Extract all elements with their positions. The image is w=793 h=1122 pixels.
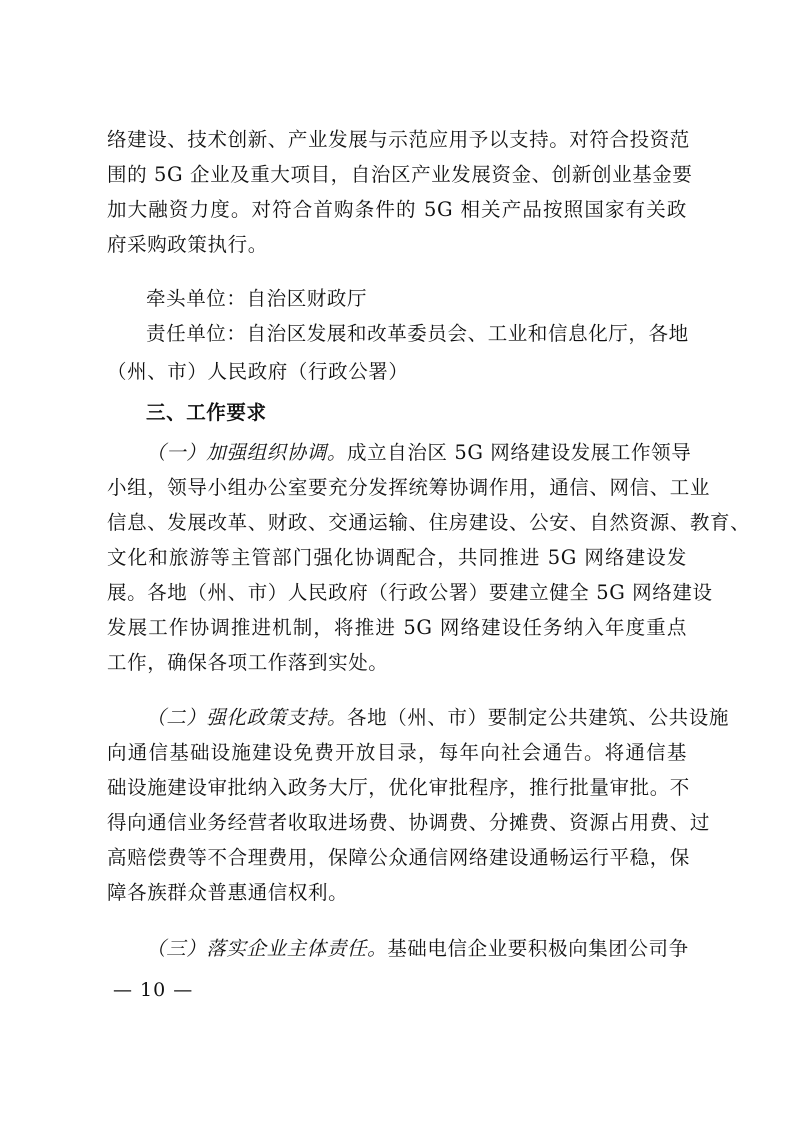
item-1-label: （一）加强组织协调。: [146, 441, 348, 464]
body-text-line: 文化和旅游等主管部门强化协调配合，共同推进 5G 网络建设发: [107, 546, 687, 569]
body-text-line: 展。各地（州、市）人民政府（行政公署）要建立健全 5G 网络建设: [107, 581, 713, 604]
body-text-line: 高赔偿费等不合理费用，保障公众通信网络建设通畅运行平稳，保: [107, 846, 690, 869]
body-text-line: 府采购政策执行。: [107, 233, 268, 256]
item-1-text: 成立自治区 5G 网络建设发展工作领导: [347, 441, 692, 464]
page-number: — 10 —: [113, 979, 194, 1001]
item-3-label: （三）落实企业主体责任。: [146, 937, 388, 960]
body-text-line: 发展工作协调推进机制，将推进 5G 网络建设任务纳入年度重点: [107, 616, 687, 639]
body-text-line: 络建设、技术创新、产业发展与示范应用予以支持。对符合投资范: [107, 128, 690, 151]
body-text-line: 围的 5G 企业及重大项目，自治区产业发展资金、创新创业基金要: [107, 163, 693, 186]
body-text-line: 障各族群众普惠通信权利。: [107, 881, 349, 904]
item-2-text: 各地（州、市）要制定公共建筑、公共设施: [347, 706, 729, 729]
body-text-line: 信息、发展改革、财政、交通运输、住房建设、公安、自然资源、教育、: [107, 511, 751, 534]
body-text-line: 向通信基础设施建设免费开放目录，每年向社会通告。将通信基: [107, 741, 687, 764]
body-text-line: 础设施建设审批纳入政务大厅，优化审批程序，推行批量审批。不: [107, 776, 690, 799]
responsible-unit-line: 责任单位：自治区发展和改革委员会、工业和信息化厅，各地: [146, 322, 689, 345]
body-text-line: 工作，确保各项工作落到实处。: [107, 651, 389, 674]
body-text-line: 小组，领导小组办公室要充分发挥统筹协调作用，通信、网信、工业: [107, 476, 711, 499]
item-3-first-line: [146, 937, 687, 961]
responsible-unit-line: （州、市）人民政府（行政公署）: [107, 360, 409, 383]
body-text-line: 加大融资力度。对符合首购条件的 5G 相关产品按照国家有关政: [107, 198, 687, 221]
item-3-text: 基础电信企业要积极向集团公司争: [387, 937, 689, 960]
item-2-label: （二）强化政策支持。: [146, 706, 348, 729]
section-heading: 三、工作要求: [146, 401, 267, 424]
body-text-line: 得向通信业务经营者收取进场费、协调费、分摊费、资源占用费、过: [107, 811, 711, 834]
item-2-first-line: [146, 706, 729, 730]
lead-unit-line: 牵头单位：自治区财政厅: [146, 287, 368, 310]
item-1-first-line: [146, 441, 692, 465]
